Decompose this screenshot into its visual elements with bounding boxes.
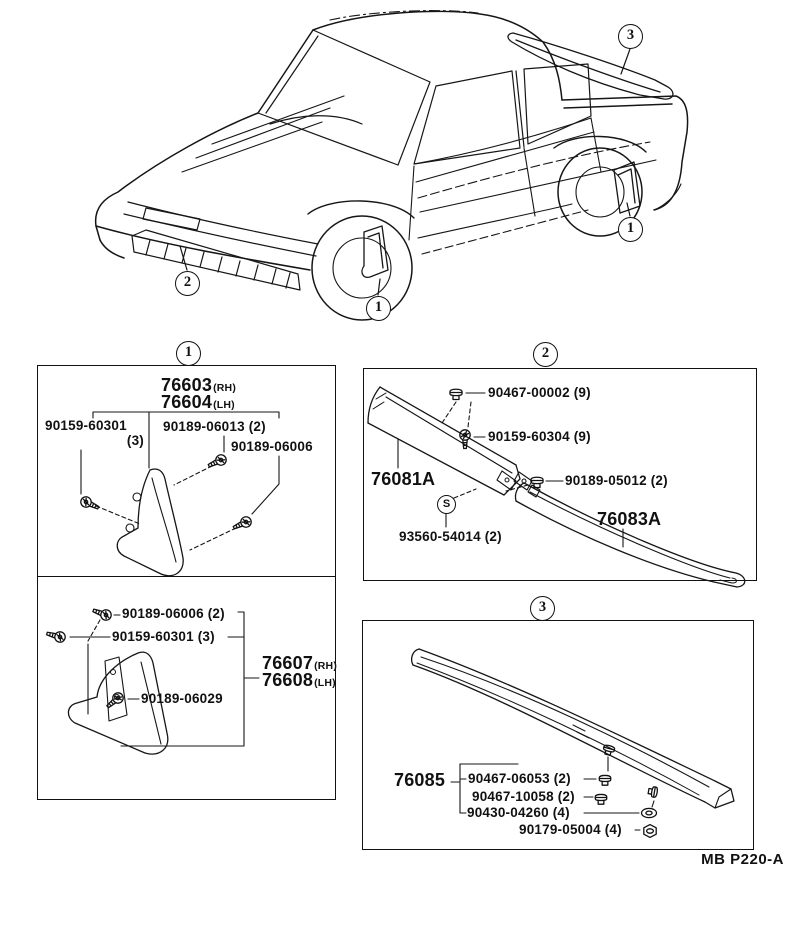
fastener-label: 90179-05004 (4) [519,822,622,837]
clip-icon [450,389,462,399]
fastener-label: 90159-60301 [45,418,127,433]
screw-icon [207,453,228,470]
fastener-label: 90189-06006 (2) [122,606,225,621]
screw-icon [79,495,100,512]
section-title-1: 1 [176,341,201,366]
fastener-label: 90467-00002 (9) [488,385,591,400]
front-mudguard-part-drawing [117,469,183,576]
part-number-rear-mudguard-rh: 76607(RH) [262,653,338,673]
screw-icon [232,515,253,532]
front-air-dam-drawing [132,230,300,290]
fastener-label: 90189-06006 [231,439,313,454]
car-side-glass [414,64,591,164]
detail-box-mouldings [363,368,757,581]
rear-moulding-part-drawing [515,483,744,587]
clip-icon [595,794,606,804]
callout-rear-spoiler: 3 [618,24,643,49]
front-wheel [308,201,414,320]
rear-spoiler-drawing-car [508,33,673,99]
fastener-label: 90467-10058 (2) [472,789,575,804]
page-code: MB P220-A [701,851,784,868]
screw-icon [46,628,67,643]
detail-box-rear-spoiler [362,620,754,850]
fastener-label: 90467-06053 (2) [468,771,571,786]
detail-box-mudguards [37,365,336,800]
car-hood-creases [182,96,344,172]
fastener-label: 90159-60301 (3) [112,629,215,644]
clip-icon [599,775,610,785]
section-title-3: 3 [530,596,555,621]
car-overview-drawing [0,0,792,340]
screw-icon [92,605,113,621]
nut-icon [644,825,656,838]
fastener-qty: (3) [126,433,144,448]
car-windshield [258,30,430,165]
fastener-label: 90189-06013 (2) [163,419,266,434]
callout-front-mudguard: 1 [366,296,391,321]
part-number-front-mudguard-lh: 76604(LH) [161,392,235,412]
callout-rear-mudguard: 1 [618,217,643,242]
part-number-front-mudguard-rh: 76603(RH) [161,375,237,395]
grommet-icon [642,808,657,817]
fastener-label: 90430-04260 (4) [467,805,570,820]
part-number-spoiler: 76085 [394,770,446,790]
front-mudflap-drawing [362,226,388,277]
stud-icon [648,786,658,798]
fastener-label: 90189-06029 [141,691,223,706]
callout-front-spoiler: 2 [175,271,200,296]
part-number-front-moulding: 76081A [371,469,436,489]
car-body-outline [96,11,688,270]
fastener-label: 93560-54014 (2) [399,529,502,544]
fastener-label: 90189-05012 (2) [565,473,668,488]
part-number-rear-mudguard-lh: 76608(LH) [262,670,336,690]
screw-icon [460,430,470,449]
fastener-label: 90159-60304 (9) [488,429,591,444]
part-number-rear-moulding: 76083A [597,509,662,529]
section-title-2: 2 [533,342,558,367]
s-marker: S [437,495,456,514]
car-front-end [124,202,318,256]
